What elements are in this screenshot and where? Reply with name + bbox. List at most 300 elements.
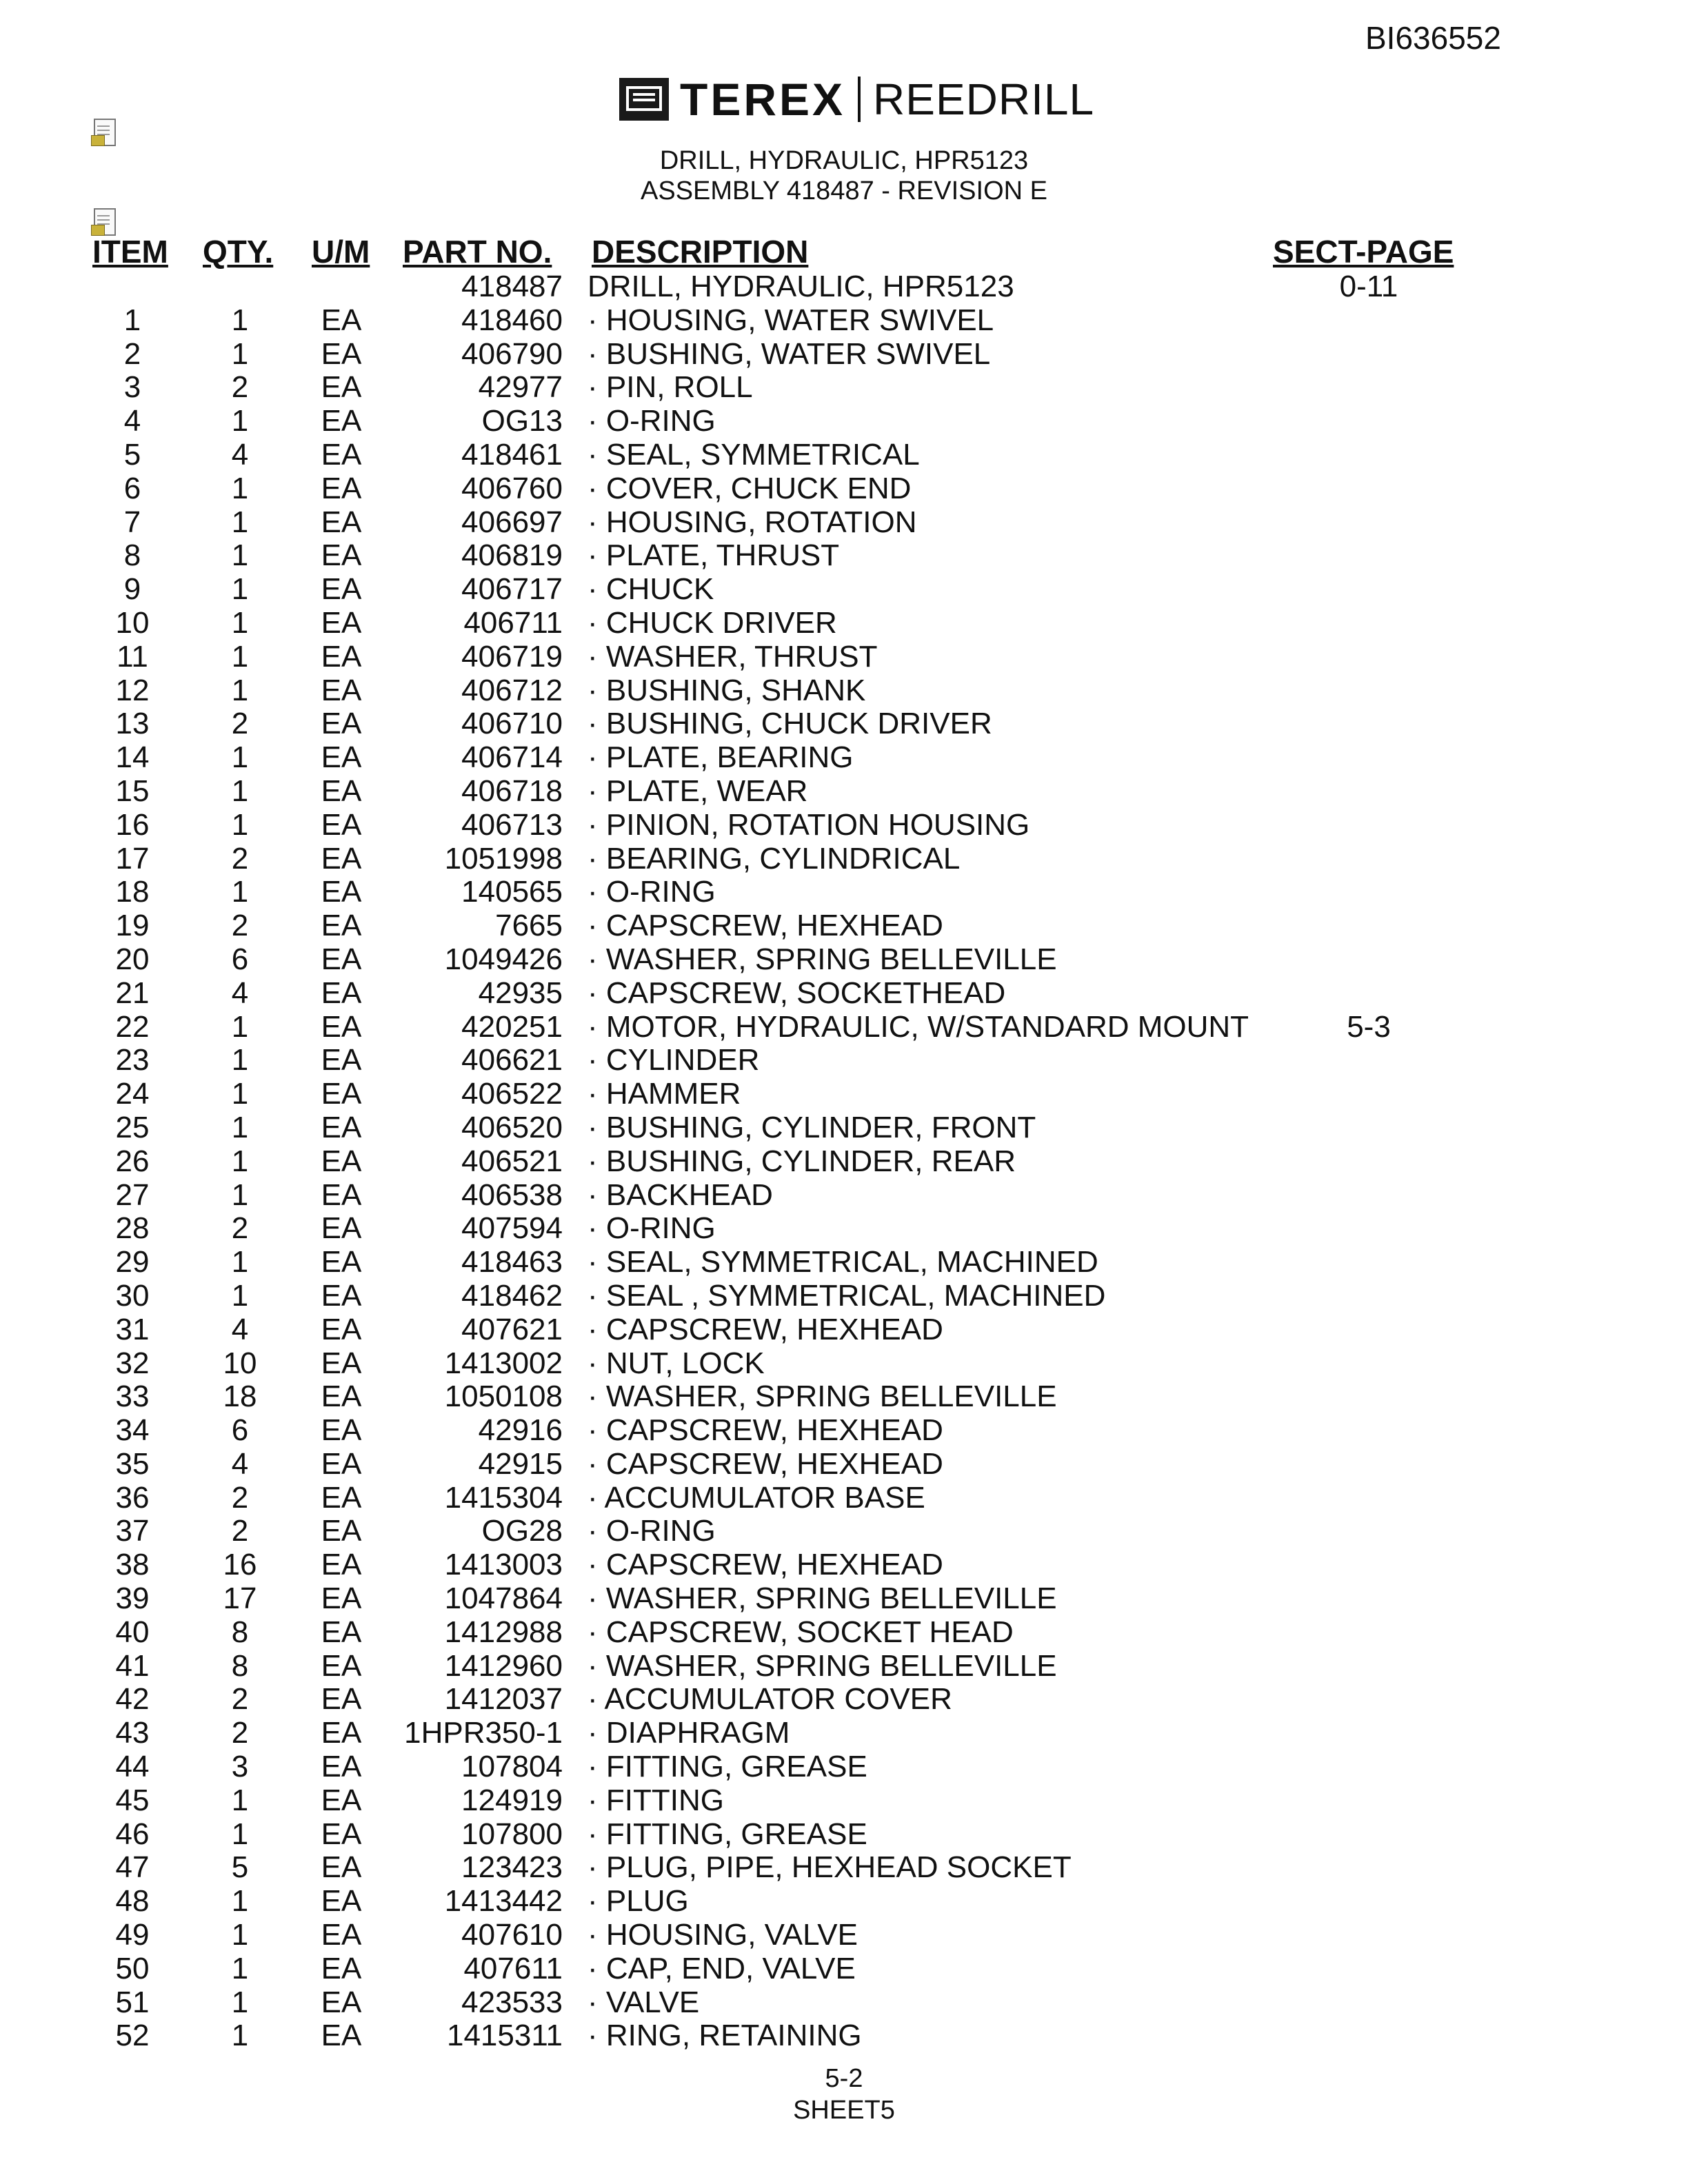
row-part-no: 406697 xyxy=(461,505,563,539)
row-item: 3 xyxy=(123,370,141,405)
row-qty: 1 xyxy=(231,1884,249,1919)
table-row xyxy=(0,405,1688,438)
row-part-no: 123423 xyxy=(461,1850,563,1885)
row-part-no: 107800 xyxy=(461,1817,563,1851)
row-description: · CAP, END, VALVE xyxy=(587,1951,856,1985)
row-part-no: 406538 xyxy=(461,1177,563,1212)
sheet-label: SHEET5 xyxy=(793,2096,895,2125)
row-um: EA xyxy=(321,1648,362,1683)
row-part-no: 406712 xyxy=(461,673,563,707)
row-item: 25 xyxy=(115,1110,150,1144)
row-description: · SEAL, SYMMETRICAL xyxy=(587,437,920,472)
row-part-no: 418462 xyxy=(461,1278,563,1313)
row-um: EA xyxy=(321,1346,362,1380)
row-qty: 1 xyxy=(231,807,249,842)
table-row xyxy=(0,506,1688,540)
row-item: 18 xyxy=(115,875,150,909)
table-row xyxy=(0,1482,1688,1515)
row-qty: 1 xyxy=(231,740,249,775)
row-qty: 8 xyxy=(231,1615,249,1649)
row-part-no: OG28 xyxy=(481,1514,563,1548)
row-part-no: 406711 xyxy=(463,605,563,640)
table-row xyxy=(0,1515,1688,1548)
table-row xyxy=(0,1885,1688,1919)
row-qty: 1 xyxy=(231,774,249,808)
row-um: EA xyxy=(321,942,362,976)
row-part-no: 406717 xyxy=(461,572,563,607)
table-row xyxy=(0,1179,1688,1213)
header-um: U/M xyxy=(312,234,370,270)
table-row xyxy=(0,1246,1688,1280)
row-part-no: 406790 xyxy=(461,336,563,371)
row-description: · CYLINDER xyxy=(587,1043,760,1078)
row-description: · BUSHING, SHANK xyxy=(587,673,866,707)
row-part-no: 1413442 xyxy=(444,1884,563,1919)
row-um: EA xyxy=(321,2019,362,2053)
row-um: EA xyxy=(321,875,362,909)
table-row xyxy=(0,2019,1688,2053)
row-part-no: 42916 xyxy=(478,1413,563,1448)
table-row xyxy=(0,1078,1688,1111)
row-item: 22 xyxy=(115,1009,150,1044)
row-qty: 2 xyxy=(231,1480,249,1515)
row-um: EA xyxy=(321,1379,362,1414)
row-qty: 17 xyxy=(223,1581,257,1616)
row-description: · PLATE, THRUST xyxy=(587,538,840,573)
table-row xyxy=(0,270,1688,304)
row-part-no: 1412960 xyxy=(444,1648,563,1683)
row-qty: 1 xyxy=(231,605,249,640)
row-part-no: 1412037 xyxy=(444,1682,563,1717)
row-item: 32 xyxy=(115,1346,150,1380)
row-part-no: 1415311 xyxy=(446,2019,563,2053)
row-qty: 1 xyxy=(231,1144,249,1178)
row-um: EA xyxy=(321,807,362,842)
row-item: 49 xyxy=(115,1918,150,1952)
row-um: EA xyxy=(321,1043,362,1078)
row-item: 13 xyxy=(115,707,150,741)
row-description: · WASHER, SPRING BELLEVILLE xyxy=(587,1379,1057,1414)
row-item: 15 xyxy=(115,774,150,808)
row-qty: 1 xyxy=(231,404,249,438)
row-qty: 1 xyxy=(231,1278,249,1313)
row-description: · PLATE, WEAR xyxy=(587,774,808,808)
row-description: · CAPSCREW, HEXHEAD xyxy=(587,1548,943,1582)
row-description: · HAMMER xyxy=(587,1077,741,1111)
row-qty: 8 xyxy=(231,1648,249,1683)
row-um: EA xyxy=(321,1985,362,2019)
row-item: 35 xyxy=(115,1446,150,1481)
row-um: EA xyxy=(321,370,362,405)
row-item: 10 xyxy=(115,605,150,640)
table-row xyxy=(0,573,1688,607)
row-part-no: 418487 xyxy=(461,270,563,303)
row-item: 51 xyxy=(115,1985,150,2019)
row-qty: 3 xyxy=(231,1750,249,1784)
row-description: · CAPSCREW, HEXHEAD xyxy=(587,1312,943,1346)
row-item: 50 xyxy=(115,1951,150,1985)
table-row xyxy=(0,1717,1688,1750)
row-description: · SEAL, SYMMETRICAL, MACHINED xyxy=(587,1245,1098,1280)
table-row xyxy=(0,1616,1688,1650)
row-description: · SEAL , SYMMETRICAL, MACHINED xyxy=(587,1278,1106,1313)
row-part-no: OG13 xyxy=(481,404,563,438)
row-part-no: 407594 xyxy=(461,1211,563,1246)
table-row xyxy=(0,1448,1688,1482)
row-description: · MOTOR, HYDRAULIC, W/STANDARD MOUNT xyxy=(587,1009,1249,1044)
row-item: 37 xyxy=(115,1514,150,1548)
header-part-no: PART NO. xyxy=(403,234,552,270)
row-qty: 1 xyxy=(231,2019,249,2053)
row-um: EA xyxy=(321,1278,362,1313)
parts-table xyxy=(0,270,1688,2053)
row-description: · BUSHING, CHUCK DRIVER xyxy=(587,707,992,741)
row-part-no: 42977 xyxy=(478,370,563,405)
row-qty: 2 xyxy=(231,707,249,741)
row-description: · CAPSCREW, HEXHEAD xyxy=(587,909,943,943)
row-item: 41 xyxy=(115,1648,150,1683)
row-qty: 6 xyxy=(231,942,249,976)
row-part-no: 406621 xyxy=(461,1043,563,1078)
document-id: BI636552 xyxy=(1365,20,1501,56)
row-um: EA xyxy=(321,303,362,337)
row-description: · PLUG, PIPE, HEXHEAD SOCKET xyxy=(587,1850,1072,1885)
row-item: 19 xyxy=(115,909,150,943)
page-number: 5-2 xyxy=(825,2064,863,2093)
row-qty: 4 xyxy=(231,1312,249,1346)
row-part-no: 406522 xyxy=(461,1077,563,1111)
row-part-no: 42915 xyxy=(478,1446,563,1481)
row-um: EA xyxy=(321,1245,362,1280)
row-um: EA xyxy=(321,505,362,539)
header-description: DESCRIPTION xyxy=(592,234,809,270)
row-qty: 1 xyxy=(231,1177,249,1212)
row-description: · HOUSING, VALVE xyxy=(587,1918,858,1952)
row-qty: 1 xyxy=(231,1077,249,1111)
row-qty: 18 xyxy=(223,1379,257,1414)
row-part-no: 418461 xyxy=(461,437,563,472)
table-row xyxy=(0,539,1688,573)
row-description: · BEARING, CYLINDRICAL xyxy=(587,841,961,876)
table-row xyxy=(0,1650,1688,1684)
row-part-no: 420251 xyxy=(461,1009,563,1044)
row-part-no: 407621 xyxy=(461,1312,563,1346)
row-part-no: 406521 xyxy=(461,1144,563,1178)
row-item: 33 xyxy=(115,1379,150,1414)
row-description: · CAPSCREW, HEXHEAD xyxy=(587,1413,943,1448)
row-um: EA xyxy=(321,1446,362,1481)
row-um: EA xyxy=(321,1615,362,1649)
row-um: EA xyxy=(321,1413,362,1448)
row-qty: 1 xyxy=(231,1245,249,1280)
row-description: · COVER, CHUCK END xyxy=(587,471,912,505)
row-item: 30 xyxy=(115,1278,150,1313)
row-qty: 1 xyxy=(231,505,249,539)
row-um: EA xyxy=(321,1480,362,1515)
row-um: EA xyxy=(321,1783,362,1817)
row-um: EA xyxy=(321,1750,362,1784)
row-part-no: 407611 xyxy=(463,1951,563,1985)
table-row xyxy=(0,674,1688,708)
row-item: 8 xyxy=(123,538,141,573)
row-qty: 1 xyxy=(231,1009,249,1044)
row-um: EA xyxy=(321,1548,362,1582)
row-qty: 1 xyxy=(231,1043,249,1078)
row-um: EA xyxy=(321,673,362,707)
row-um: EA xyxy=(321,1682,362,1717)
table-row xyxy=(0,707,1688,741)
table-row xyxy=(0,1818,1688,1852)
row-qty: 2 xyxy=(231,370,249,405)
row-part-no: 406710 xyxy=(461,707,563,741)
row-part-no: 418460 xyxy=(461,303,563,337)
table-row xyxy=(0,338,1688,372)
table-row xyxy=(0,1986,1688,2020)
row-description: · ACCUMULATOR BASE xyxy=(587,1480,925,1515)
row-description: · CHUCK DRIVER xyxy=(587,605,837,640)
row-item: 20 xyxy=(115,942,150,976)
row-description: · ACCUMULATOR COVER xyxy=(587,1682,952,1717)
row-description: · PLUG xyxy=(587,1884,689,1919)
row-description: · BUSHING, CYLINDER, REAR xyxy=(587,1144,1016,1178)
table-row xyxy=(0,909,1688,943)
row-item: 47 xyxy=(115,1850,150,1885)
row-qty: 1 xyxy=(231,471,249,505)
row-qty: 1 xyxy=(231,336,249,371)
row-sect-page: 5-3 xyxy=(1347,1009,1391,1044)
row-description: · HOUSING, ROTATION xyxy=(587,505,917,539)
header-item: ITEM xyxy=(92,234,168,270)
row-description: · RING, RETAINING xyxy=(587,2019,862,2053)
table-row xyxy=(0,1280,1688,1313)
table-row xyxy=(0,304,1688,338)
row-item: 24 xyxy=(115,1077,150,1111)
row-item: 4 xyxy=(123,404,141,438)
row-item: 5 xyxy=(123,437,141,472)
row-part-no: 406760 xyxy=(461,471,563,505)
row-part-no: 1051998 xyxy=(444,841,563,876)
logo-division-text: REEDRILL xyxy=(873,74,1095,124)
row-qty: 2 xyxy=(231,909,249,943)
table-row xyxy=(0,775,1688,809)
table-row xyxy=(0,943,1688,977)
row-description: · FITTING xyxy=(587,1783,724,1817)
row-description: · CAPSCREW, SOCKET HEAD xyxy=(587,1615,1014,1649)
row-qty: 4 xyxy=(231,437,249,472)
row-part-no: 1413003 xyxy=(444,1548,563,1582)
row-qty: 2 xyxy=(231,1716,249,1750)
row-part-no: 1050108 xyxy=(444,1379,563,1414)
row-description: · BUSHING, CYLINDER, FRONT xyxy=(587,1110,1036,1144)
row-part-no: 406713 xyxy=(461,807,563,842)
row-item: 46 xyxy=(115,1817,150,1851)
row-part-no: 1412988 xyxy=(444,1615,563,1649)
row-item: 16 xyxy=(115,807,150,842)
row-description: · PINION, ROTATION HOUSING xyxy=(587,807,1030,842)
row-um: EA xyxy=(321,336,362,371)
row-item: 31 xyxy=(115,1312,150,1346)
row-item: 34 xyxy=(115,1413,150,1448)
logo-divider xyxy=(858,77,861,122)
terex-reedrill-logo xyxy=(619,72,1094,127)
row-item: 39 xyxy=(115,1581,150,1616)
row-part-no: 406520 xyxy=(461,1110,563,1144)
header-qty: QTY. xyxy=(203,234,274,270)
row-description: · WASHER, THRUST xyxy=(587,639,878,674)
row-part-no: 1413002 xyxy=(444,1346,563,1380)
row-item: 1 xyxy=(123,303,141,337)
table-row xyxy=(0,1750,1688,1784)
row-description: · O-RING xyxy=(587,1514,716,1548)
row-um: EA xyxy=(321,1581,362,1616)
table-row xyxy=(0,1683,1688,1717)
row-description: · CHUCK xyxy=(587,572,714,607)
row-item: 38 xyxy=(115,1548,150,1582)
row-description: · VALVE xyxy=(587,1985,700,2019)
row-qty: 1 xyxy=(231,1783,249,1817)
row-item: 11 xyxy=(117,639,148,674)
row-um: EA xyxy=(321,1110,362,1144)
row-um: EA xyxy=(321,774,362,808)
row-description: · O-RING xyxy=(587,404,716,438)
table-row xyxy=(0,1414,1688,1448)
row-qty: 6 xyxy=(231,1413,249,1448)
table-row xyxy=(0,1784,1688,1818)
row-item: 21 xyxy=(115,975,150,1010)
table-row xyxy=(0,842,1688,876)
row-item: 17 xyxy=(115,841,150,876)
table-row xyxy=(0,809,1688,842)
table-row xyxy=(0,1919,1688,1952)
row-part-no: 418463 xyxy=(461,1245,563,1280)
row-um: EA xyxy=(321,437,362,472)
row-item: 12 xyxy=(115,673,150,707)
row-qty: 10 xyxy=(223,1346,257,1380)
row-description: · NUT, LOCK xyxy=(587,1346,765,1380)
table-row xyxy=(0,1952,1688,1986)
row-qty: 2 xyxy=(231,1514,249,1548)
row-item: 43 xyxy=(115,1716,150,1750)
row-qty: 5 xyxy=(231,1850,249,1885)
assembly-revision: ASSEMBLY 418487 - REVISION E xyxy=(641,176,1047,205)
assembly-title: DRILL, HYDRAULIC, HPR5123 xyxy=(659,146,1029,175)
row-description: · FITTING, GREASE xyxy=(587,1750,867,1784)
row-item: 23 xyxy=(115,1043,150,1078)
table-row xyxy=(0,1313,1688,1347)
row-qty: 2 xyxy=(231,1211,249,1246)
row-description: · O-RING xyxy=(587,1211,716,1246)
table-row xyxy=(0,371,1688,405)
row-part-no: 42935 xyxy=(478,975,563,1010)
row-qty: 1 xyxy=(231,538,249,573)
row-um: EA xyxy=(321,740,362,775)
row-um: EA xyxy=(321,1009,362,1044)
row-part-no: 1049426 xyxy=(444,942,563,976)
row-um: EA xyxy=(321,1144,362,1178)
row-qty: 1 xyxy=(231,875,249,909)
row-item: 6 xyxy=(123,471,141,505)
row-part-no: 406718 xyxy=(461,774,563,808)
terex-logo-mark-icon xyxy=(619,78,669,121)
table-row xyxy=(0,1145,1688,1179)
row-description: · BUSHING, WATER SWIVEL xyxy=(587,336,991,371)
row-um: EA xyxy=(321,975,362,1010)
row-description: · PLATE, BEARING xyxy=(587,740,854,775)
table-row xyxy=(0,741,1688,775)
row-item: 9 xyxy=(123,572,141,607)
table-row xyxy=(0,1044,1688,1078)
row-um: EA xyxy=(321,1312,362,1346)
table-row xyxy=(0,1851,1688,1885)
row-qty: 2 xyxy=(231,1682,249,1717)
row-um: EA xyxy=(321,841,362,876)
table-row xyxy=(0,1380,1688,1414)
document-icon[interactable] xyxy=(91,117,117,146)
row-um: EA xyxy=(321,1951,362,1985)
row-part-no: 1415304 xyxy=(444,1480,563,1515)
row-um: EA xyxy=(321,1211,362,1246)
row-qty: 2 xyxy=(231,841,249,876)
row-qty: 1 xyxy=(231,639,249,674)
table-row xyxy=(0,1011,1688,1044)
table-row xyxy=(0,977,1688,1011)
row-item: 44 xyxy=(115,1750,150,1784)
row-description: · WASHER, SPRING BELLEVILLE xyxy=(587,1581,1057,1616)
row-part-no: 1HPR350-1 xyxy=(404,1716,563,1750)
row-um: EA xyxy=(321,404,362,438)
row-description: · CAPSCREW, HEXHEAD xyxy=(587,1446,943,1481)
row-part-no: 140565 xyxy=(461,875,563,909)
row-qty: 1 xyxy=(231,1985,249,2019)
table-row xyxy=(0,640,1688,674)
header-sect-page: SECT-PAGE xyxy=(1273,234,1454,270)
row-um: EA xyxy=(321,909,362,943)
row-um: EA xyxy=(321,707,362,741)
row-item: 26 xyxy=(115,1144,150,1178)
row-description: · WASHER, SPRING BELLEVILLE xyxy=(587,1648,1057,1683)
row-um: EA xyxy=(321,572,362,607)
logo-brand-text: TEREX xyxy=(680,74,846,125)
row-um: EA xyxy=(321,538,362,573)
row-um: EA xyxy=(321,471,362,505)
row-description: · BACKHEAD xyxy=(587,1177,773,1212)
row-item: 45 xyxy=(115,1783,150,1817)
row-qty: 1 xyxy=(231,673,249,707)
row-um: EA xyxy=(321,1077,362,1111)
row-qty: 1 xyxy=(231,1817,249,1851)
row-um: EA xyxy=(321,1177,362,1212)
row-part-no: 407610 xyxy=(461,1918,563,1952)
table-row xyxy=(0,1347,1688,1381)
document-icon[interactable] xyxy=(91,207,117,236)
row-part-no: 1047864 xyxy=(444,1581,563,1616)
row-part-no: 124919 xyxy=(461,1783,563,1817)
table-row xyxy=(0,1548,1688,1582)
row-item: 36 xyxy=(115,1480,150,1515)
row-item: 28 xyxy=(115,1211,150,1246)
row-qty: 1 xyxy=(231,1110,249,1144)
row-qty: 1 xyxy=(231,1951,249,1985)
table-row xyxy=(0,876,1688,909)
row-part-no: 7665 xyxy=(495,909,563,943)
row-description: · CAPSCREW, SOCKETHEAD xyxy=(587,975,1006,1010)
row-um: EA xyxy=(321,605,362,640)
row-qty: 1 xyxy=(231,303,249,337)
row-item: 7 xyxy=(123,505,141,539)
row-sect-page: 0-11 xyxy=(1339,270,1398,303)
row-qty: 16 xyxy=(223,1548,257,1582)
row-part-no: 406714 xyxy=(461,740,563,775)
